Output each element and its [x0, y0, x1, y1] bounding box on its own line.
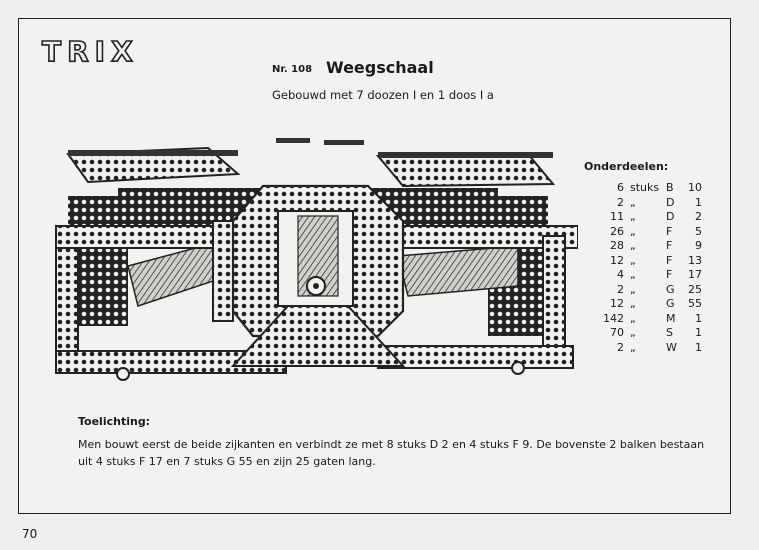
parts-unit: „	[630, 253, 636, 267]
screw-left	[276, 138, 310, 143]
parts-code: F	[666, 268, 673, 281]
parts-row	[584, 326, 702, 341]
trix-logo: TRIX	[42, 35, 139, 68]
explanation-title: Toelichting:	[78, 415, 151, 428]
parts-code: F	[666, 253, 673, 267]
parts-num: 25	[688, 282, 702, 296]
parts-num: 55	[688, 297, 702, 310]
parts-num: 1	[695, 311, 702, 325]
parts-qty: 12	[610, 253, 624, 267]
model-subtitle: Gebouwd met 7 doozen I en 1 doos I a	[272, 88, 494, 102]
parts-num: 17	[688, 268, 702, 281]
parts-qty: 4	[617, 268, 624, 281]
parts-qty: 12	[610, 297, 624, 310]
parts-row	[584, 341, 702, 356]
parts-num: 13	[688, 253, 702, 267]
page-number: 70	[22, 527, 38, 541]
parts-unit: „	[630, 340, 636, 354]
parts-code: B	[666, 181, 674, 194]
parts-row	[584, 210, 702, 225]
parts-code: D	[666, 195, 675, 209]
parts-num: 2	[695, 210, 702, 223]
parts-unit: „	[630, 326, 636, 339]
explanation-text: Men bouwt eerst de beide zijkanten en verbindt ze met 8 stuks D 2 en 4 stuks F 9. De bovenste 2 balken bestaan uit 4 stuks F 17 en 7 stuks G 55 en zijn 25 gaten lang.	[78, 438, 705, 468]
model-number: Nr. 108	[272, 64, 313, 75]
parts-row	[584, 312, 702, 327]
scale-illustration	[48, 126, 578, 388]
right-top-plate	[378, 152, 553, 186]
parts-qty: 2	[617, 195, 624, 209]
parts-code: M	[666, 311, 676, 325]
parts-num: 9	[695, 239, 702, 252]
parts-qty: 70	[610, 326, 624, 339]
parts-unit: „	[630, 268, 636, 281]
parts-qty: 6	[617, 181, 624, 194]
parts-row	[584, 181, 702, 196]
parts-num: 1	[695, 340, 702, 354]
left-top-plate	[68, 148, 238, 182]
foot-right	[512, 362, 524, 374]
parts-unit: „	[630, 210, 636, 223]
parts-code: D	[666, 210, 675, 223]
parts-code: W	[666, 340, 677, 354]
parts-code: F	[666, 239, 673, 252]
parts-num: 10	[688, 181, 702, 194]
parts-num: 5	[695, 224, 702, 238]
parts-row	[584, 225, 702, 240]
parts-qty: 11	[610, 210, 624, 223]
parts-unit: „	[630, 311, 636, 325]
parts-row	[584, 254, 702, 269]
parts-row	[584, 297, 702, 312]
parts-row	[584, 283, 702, 298]
foot-left	[117, 368, 129, 380]
screw-right	[324, 140, 364, 145]
parts-unit: „	[630, 297, 636, 310]
parts-unit: „	[630, 195, 636, 209]
parts-unit: „	[630, 282, 636, 296]
parts-num: 1	[695, 326, 702, 339]
parts-unit: stuks	[630, 181, 660, 194]
parts-row	[584, 196, 702, 211]
parts-unit: „	[630, 239, 636, 252]
parts-qty: 28	[610, 239, 624, 252]
parts-code: G	[666, 297, 675, 310]
parts-code: F	[666, 224, 673, 238]
parts-code: S	[666, 326, 673, 339]
model-title: Weegschaal	[326, 58, 434, 77]
parts-row	[584, 239, 702, 254]
parts-code: G	[666, 282, 675, 296]
parts-qty: 142	[603, 311, 624, 325]
central-column	[233, 186, 403, 366]
parts-title: Onderdeelen:	[584, 160, 669, 173]
parts-num: 1	[695, 195, 702, 209]
parts-table	[584, 181, 702, 355]
parts-qty: 2	[617, 340, 624, 354]
parts-qty: 2	[617, 282, 624, 296]
parts-unit: „	[630, 224, 636, 238]
parts-qty: 26	[610, 224, 624, 238]
parts-row	[584, 268, 702, 283]
